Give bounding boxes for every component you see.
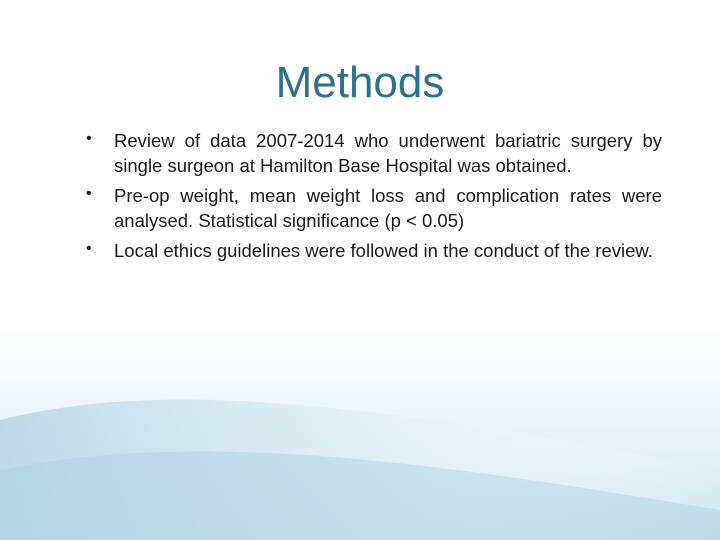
bullet-point-icon: • bbox=[86, 130, 92, 147]
bullet-item bbox=[86, 128, 662, 178]
bullet-list bbox=[86, 128, 662, 268]
bullet-text: Local ethics guidelines were followed in the conduct of the review. bbox=[114, 240, 653, 261]
bullet-item bbox=[86, 238, 662, 263]
slide-title: Methods bbox=[275, 58, 445, 107]
bullet-point-icon: • bbox=[86, 240, 92, 257]
bullet-text: Review of data 2007-2014 who underwent bariatric surgery by single surgeon at Hamilton Base Hospital was obtained. bbox=[114, 130, 662, 176]
bullet-text: Pre-op weight, mean weight loss and complication rates were analysed. Statistical significance (p < 0.05) bbox=[114, 185, 662, 231]
bullet-point-icon: • bbox=[86, 185, 92, 202]
bullet-item bbox=[86, 183, 662, 233]
